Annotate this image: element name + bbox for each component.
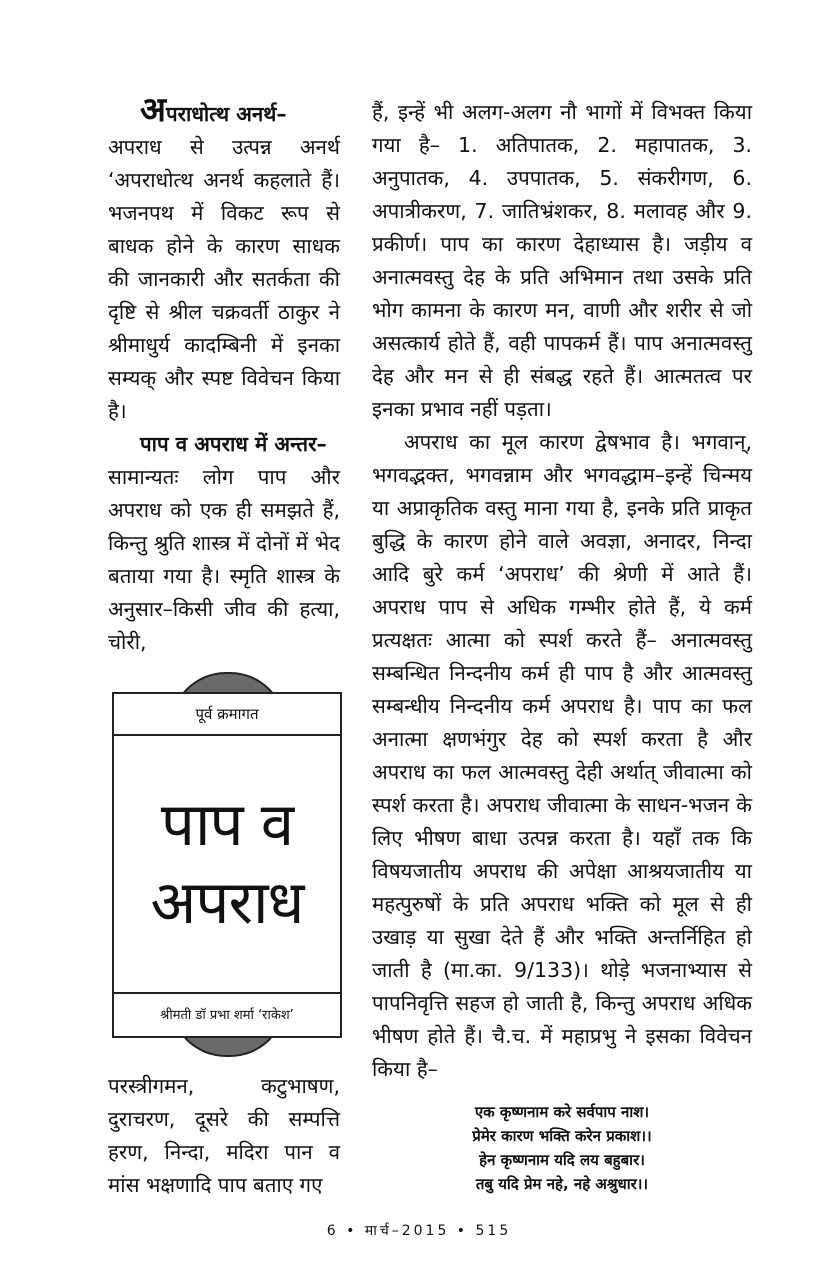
- verse-line: एक कृष्णनाम करे सर्वपाप नाश।: [474, 1103, 650, 1121]
- page-footer: 6 • मार्च–2015 • 515: [326, 1223, 512, 1239]
- drop-cap: अ: [140, 90, 166, 130]
- series-label: पूर्व क्रमागत: [114, 694, 340, 736]
- left-paragraph-3: परस्त्रीगमन, कटुभाषण, दुराचरण, दूसरे की सम्पत्ति हरण, निन्दा, मदिरा पान व मांस भक्षणादि पाप बताए गए: [108, 1074, 340, 1197]
- book-frame: [112, 692, 342, 1038]
- right-column: [372, 96, 752, 1086]
- left-paragraph-1: अपराध से उत्पन्न अनर्थ ‘अपराधोत्थ अनर्थ कहलाते हैं। भजनपथ में विकट रूप से बाधक होने के कारण साधक की जानकारी और सतर्कता की दृष्टि से श्रील चक्रवर्ती ठाकुर ने श्रीमाधुर्य कादम्बिनी में इनका सम्यक् और स्पष्ट विवेचन किया है।: [108, 135, 340, 423]
- right-paragraph-1: हैं, इन्हें भी अलग-अलग नौ भागों में विभक्त किया गया है– 1. अतिपातक, 2. महापातक, 3. अनुपातक, 4. उपपातक, 5. संकरीगण, 6. अपात्रीकरण, 7. जातिभ्रंशकर, 8. मलावह और 9. प्रकीर्ण। पाप का कारण देहाध्यास है। जड़ीय व अनात्मवस्तु देह के प्रति अभिमान तथा उसके प्रति भोग कामना के कारण मन, वाणी और शरीर से जो असत्कार्य होते हैं, वही पापकर्म हैं। पाप अनात्मवस्तु देह और मन से ही संबद्ध रहते हैं। आत्मतत्व पर इनका प्रभाव नहीं पड़ता।: [372, 100, 752, 421]
- right-paragraph-2: अपराध का मूल कारण द्वेषभाव है। भगवान्, भगवद्भक्त, भगवन्नाम और भगवद्धाम–इन्हें चिन्मय या अप्राकृतिक वस्तु माना गया है, इनके प्रति प्राकृत बुद्धि के कारण होने वाले अवज्ञा, अनादर, निन्दा आदि बुरे कर्म ‘अपराध’ की श्रेणी में आते हैं। अपराध पाप से अधिक गम्भीर होते हैं, ये कर्म प्रत्यक्षतः आत्मा को स्पर्श करते हैं– अनात्मवस्तु सम्बन्धित निन्दनीय कर्म ही पाप है और आत्मवस्तु सम्बन्धीय निन्दनीय कर्म अपराध है। पाप का फल अनात्मा क्षणभंगुर देह को स्पर्श करता है और अपराध का फल आत्मवस्तु देही अर्थात् जीवात्मा को स्पर्श करता है। अपराध जीवात्मा के साधन-भजन के लिए भीषण बाधा उत्पन्न करता है। यहाँ तक कि विषयजातीय अपराध की अपेक्षा आश्रयजातीय या महत्पुरुषों के प्रति अपराध भक्ति को मूल से ही उखाड़ या सुखा देते हैं और भक्ति अन्तर्निहित हो जाती है (मा.का. 9/133)। थोड़े भजनाभ्यास से पापनिवृत्ति सहज हो जाती है, किन्तु अपराध अधिक भीषण होते हैं। चै.च. में महाप्रभु ने इसका विवेचन किया है–: [372, 430, 752, 1081]
- heading-paap-aparadh: पाप व अपराध में अन्तर–: [140, 432, 327, 456]
- verse-line: प्रेमेर कारण भक्ति करेन प्रकाश।।: [472, 1127, 652, 1145]
- book-title: [114, 736, 340, 992]
- book-title-line-1: पाप व: [160, 790, 294, 860]
- verse-line: तबु यदि प्रेम नहे, नहे अश्रुधार।।: [475, 1175, 649, 1193]
- verse-block: [380, 1100, 744, 1196]
- heading-text: पराधोत्थ अनर्थ–: [165, 102, 287, 126]
- left-paragraph-2: सामान्यतः लोग पाप और अपराध को एक ही समझते हैं, किन्तु श्रुति शास्त्र में दोनों में भेद बताया गया है। स्मृति शास्त्र के अनुसार–किसी जीव की हत्या, चोरी,: [108, 465, 340, 654]
- book-title-box: [112, 672, 342, 1057]
- book-title-line-2: अपराध: [150, 868, 304, 938]
- author-name: श्रीमती डॉ प्रभा शर्मा ‘राकेश’: [114, 992, 340, 1038]
- left-column: [108, 90, 340, 659]
- heading-aparadhottha: [108, 90, 340, 131]
- verse-line: हेन कृष्णनाम यदि लय बहुबार।: [479, 1151, 645, 1169]
